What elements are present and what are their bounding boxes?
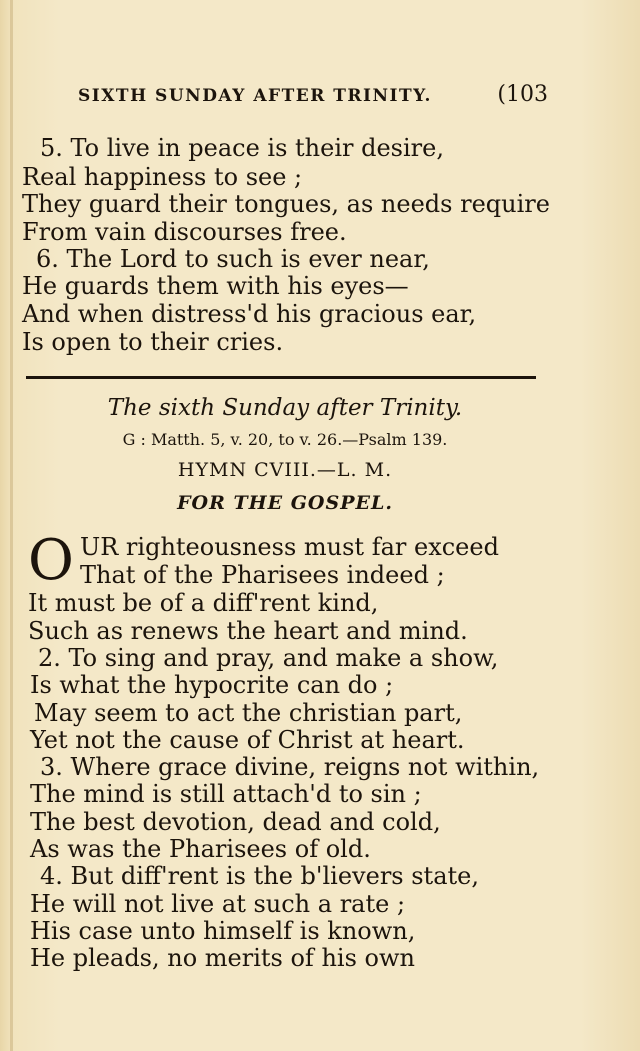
- verse-line: Is open to their cries.: [22, 328, 284, 356]
- verse-line: It must be of a diff'rent kind,: [28, 589, 379, 617]
- verse-line: The mind is still attach'd to sin ;: [30, 780, 422, 808]
- verse-line: His case unto himself is known,: [30, 917, 416, 945]
- verse-line: May seem to act the christian part,: [34, 699, 463, 727]
- verse-line: 4. But diff'rent is the b'lievers state,: [40, 862, 479, 890]
- page-number: (103: [497, 82, 548, 107]
- verse-line: He guards them with his eyes—: [22, 272, 409, 300]
- gospel-reference: G : Matth. 5, v. 20, to v. 26.—Psalm 139.: [122, 430, 448, 449]
- verse-line: UR righteousness must far exceed: [80, 533, 499, 561]
- verse-line: And when distress'd his gracious ear,: [22, 300, 477, 328]
- verse-line: 5. To live in peace is their desire,: [40, 134, 444, 162]
- verse-line: Such as renews the heart and mind.: [28, 617, 468, 645]
- running-header: [78, 82, 548, 112]
- drop-cap: O: [28, 528, 74, 593]
- verse-line: Yet not the cause of Christ at heart.: [30, 726, 465, 754]
- verse-line: 3. Where grace divine, reigns not within,: [40, 753, 540, 781]
- verse-line: Real happiness to see ;: [22, 163, 303, 191]
- verse-line: The best devotion, dead and cold,: [30, 808, 441, 836]
- verse-line: He will not live at such a rate ;: [30, 890, 406, 918]
- verse-line: That of the Pharisees indeed ;: [80, 561, 445, 589]
- verse-line: He pleads, no merits of his own: [30, 944, 415, 972]
- verse-line: They guard their tongues, as needs require: [22, 190, 550, 218]
- running-title: SIXTH SUNDAY AFTER TRINITY.: [78, 86, 432, 106]
- verse-line: Is what the hypocrite can do ;: [30, 671, 394, 699]
- verse-line: From vain discourses free.: [22, 218, 347, 246]
- hymn-number: HYMN CVIII.—L. M.: [177, 459, 393, 481]
- verse-line: 6. The Lord to such is ever near,: [36, 245, 430, 273]
- verse-line: As was the Pharisees of old.: [30, 835, 371, 863]
- hymn-occasion: FOR THE GOSPEL.: [177, 492, 393, 514]
- page-gutter: [10, 0, 13, 1051]
- section-title: The sixth Sunday after Trinity.: [107, 395, 463, 421]
- verse-line: 2. To sing and pray, and make a show,: [38, 644, 499, 672]
- section-divider: [26, 376, 536, 379]
